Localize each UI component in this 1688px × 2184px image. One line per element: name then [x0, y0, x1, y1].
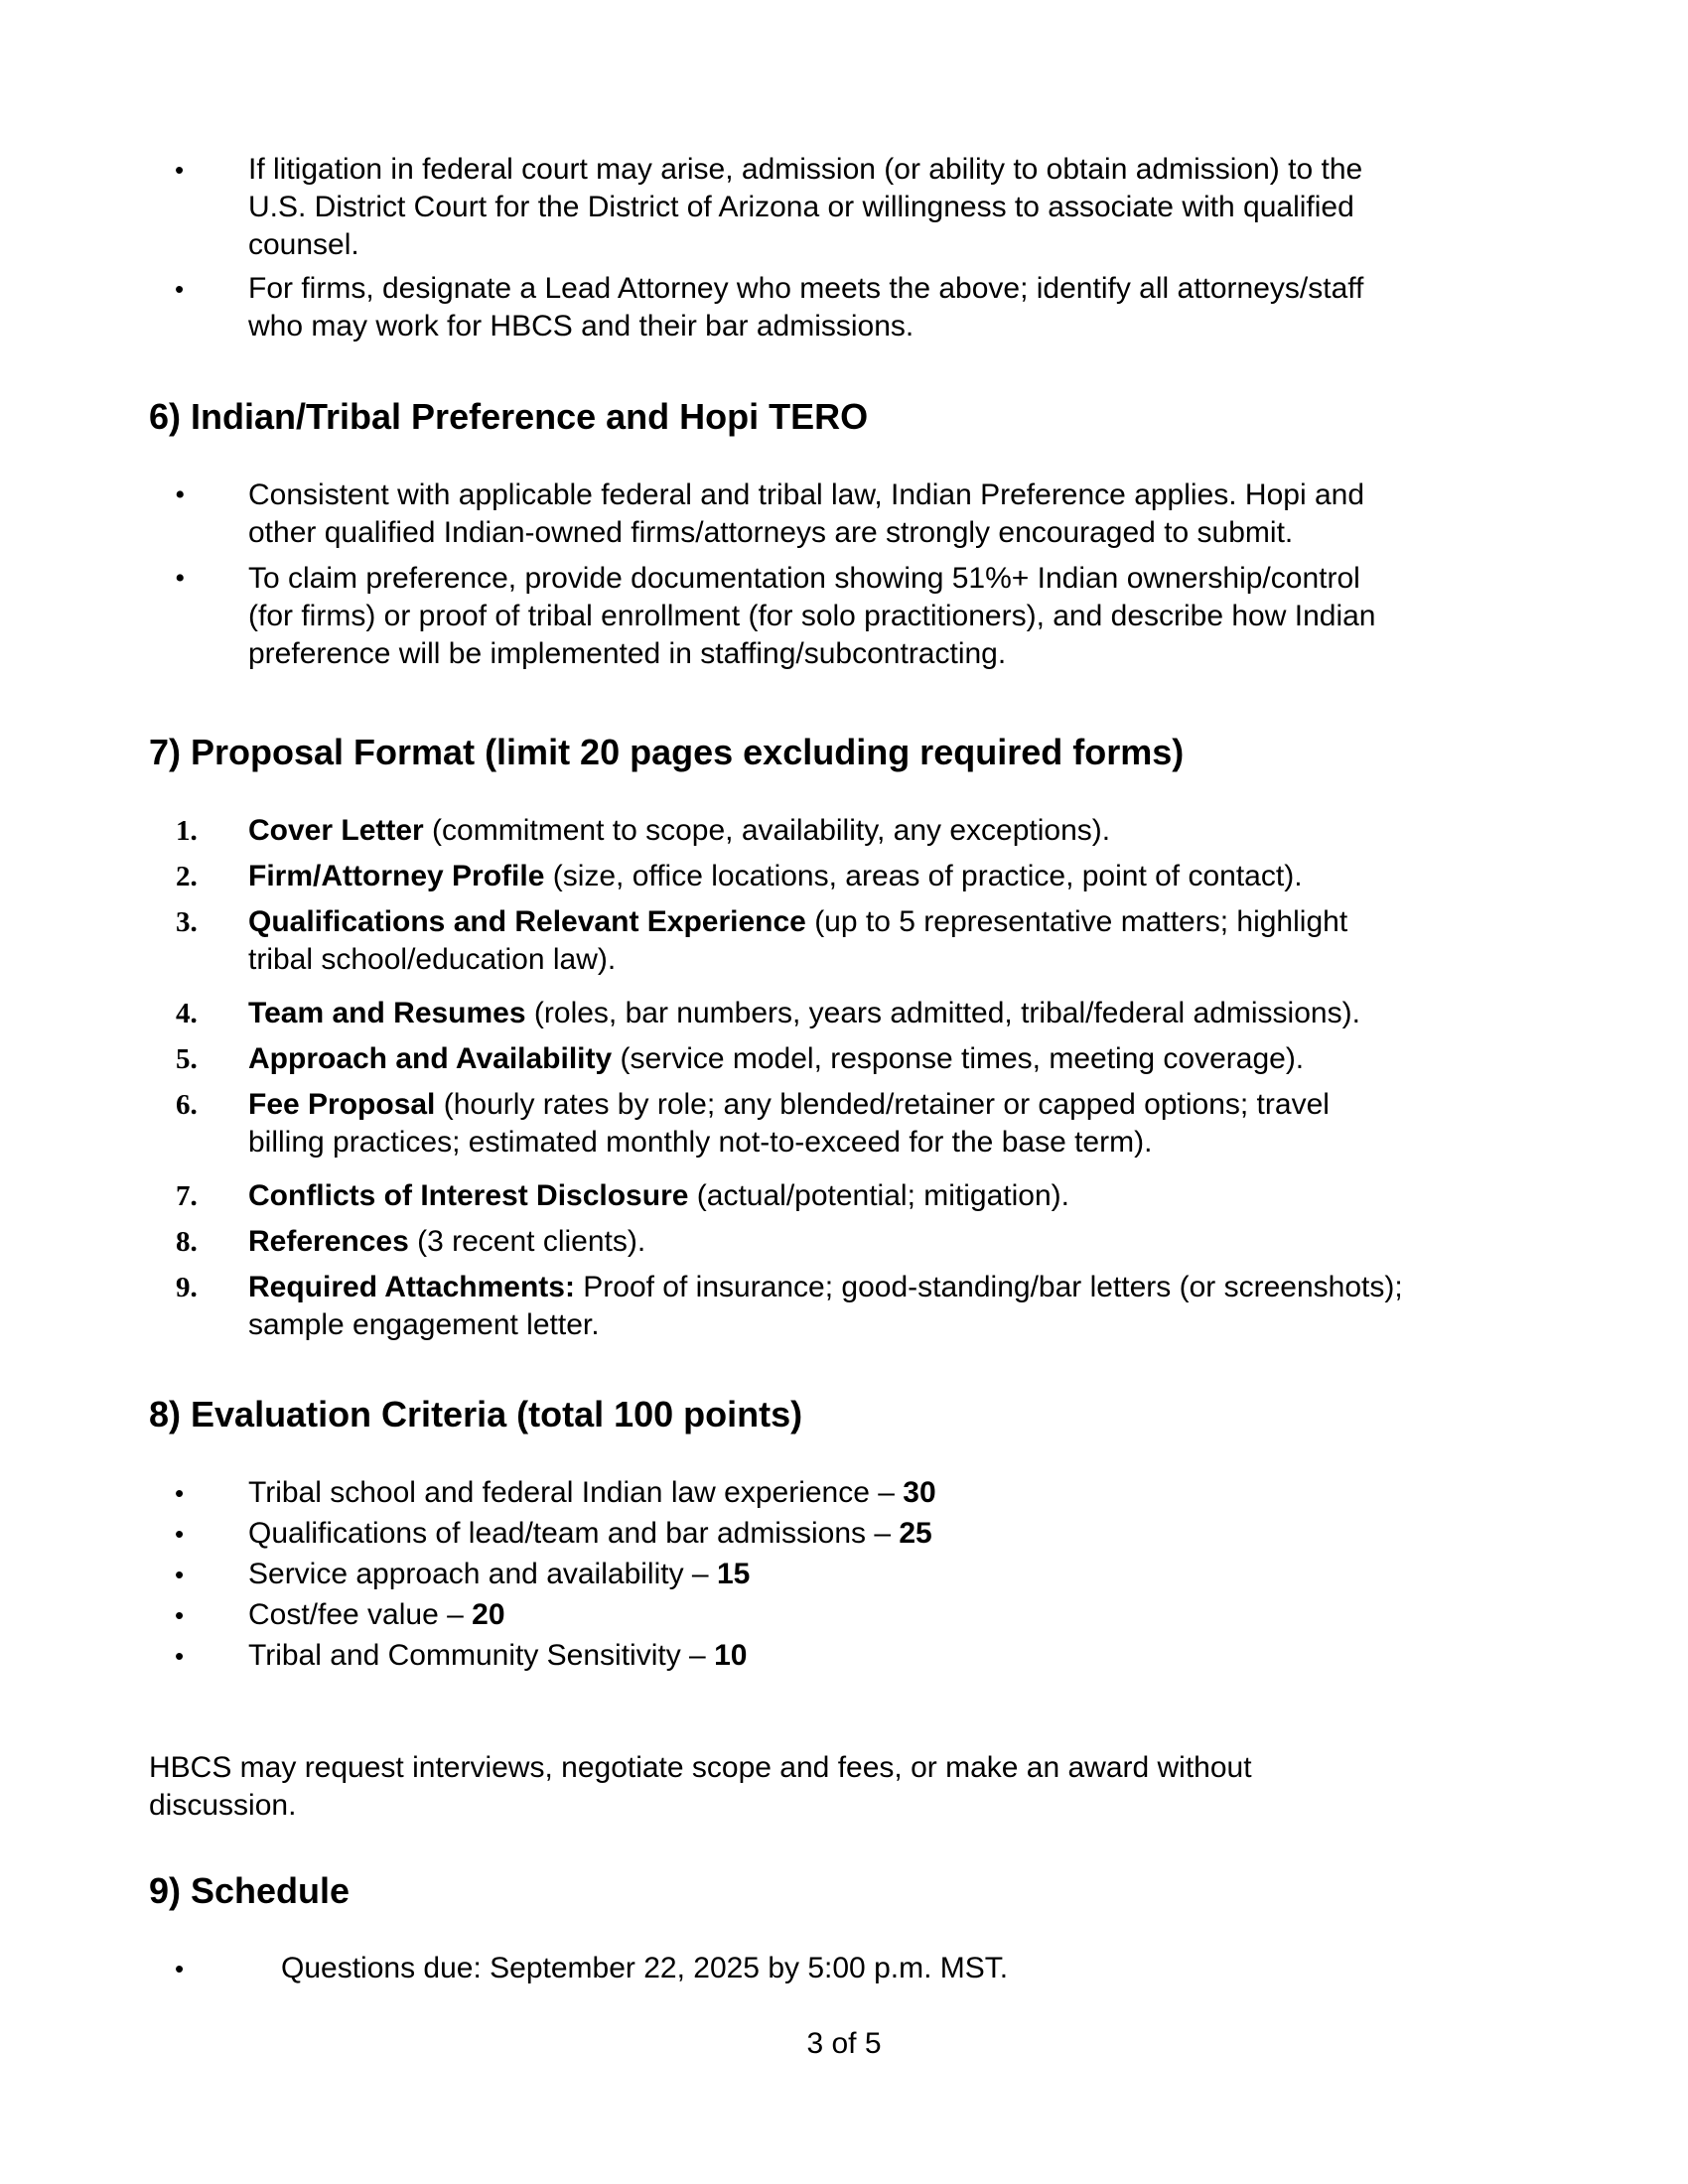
bullet-icon: • [175, 155, 185, 185]
evaluation-note: HBCS may request interviews, negotiate scope and fees, or make an award without discussion. [149, 1751, 1252, 1822]
item-description: (roles, bar numbers, years admitted, tribal/federal admissions). [525, 997, 1360, 1029]
item-number: 5. [176, 1043, 198, 1075]
item-title: Cover Letter [248, 814, 424, 847]
bullet-icon: • [175, 1641, 185, 1671]
item-number: 1. [176, 815, 198, 847]
criterion-points: 20 [472, 1598, 505, 1631]
criterion-label: Tribal school and federal Indian law experience – [248, 1476, 904, 1509]
item-title: Firm/Attorney Profile [248, 860, 545, 892]
item-title: Approach and Availability [248, 1042, 613, 1075]
item-title: Required Attachments: [248, 1271, 575, 1303]
item-description: (up to 5 representative matters; highlight [805, 905, 1348, 938]
list-item-text: To claim preference, provide documentation showing 51%+ Indian ownership/control (for firms) or proof of tribal enrollment (for solo practitioners), and describe how Indian preference will be implemented in staffing/subcontracting. [248, 562, 1376, 670]
list-item-text: Consistent with applicable federal and tribal law, Indian Preference applies. Hopi and other qualified Indian-owned firms/attorneys are strongly encouraged to submit. [248, 478, 1365, 549]
bullet-icon: • [175, 274, 185, 304]
item-title: Fee Proposal [248, 1088, 436, 1121]
list-item-text: For firms, designate a Lead Attorney who meets the above; identify all attorneys/staff who may work for HBCS and their bar admissions. [248, 272, 1364, 342]
item-description: (commitment to scope, availability, any exceptions). [423, 814, 1111, 847]
section-8-heading: 8) Evaluation Criteria (total 100 points) [149, 1394, 803, 1434]
criterion-label: Cost/fee value – [248, 1598, 473, 1631]
criterion-points: 25 [899, 1517, 932, 1550]
item-title: References [248, 1225, 409, 1258]
item-title: Team and Resumes [248, 997, 526, 1029]
item-description-cont: billing practices; estimated monthly not-to-exceed for the base term). [248, 1126, 1153, 1159]
criterion-points: 15 [716, 1558, 751, 1590]
item-description: (3 recent clients). [408, 1225, 646, 1258]
bullet-icon: • [175, 478, 186, 511]
item-number: 2. [176, 861, 198, 892]
item-number: 6. [176, 1089, 198, 1121]
item-number: 7. [176, 1180, 198, 1212]
bullet-icon: • [175, 1519, 185, 1549]
item-number: 8. [176, 1226, 198, 1258]
item-number: 3. [176, 906, 198, 938]
criterion-points: 10 [714, 1639, 748, 1672]
criterion-label: Tribal and Community Sensitivity – [248, 1639, 715, 1672]
page-number: 3 of 5 [806, 2027, 882, 2060]
item-description-cont: tribal school/education law). [248, 943, 617, 976]
item-number: 4. [176, 998, 198, 1029]
item-description-cont: sample engagement letter. [248, 1308, 600, 1341]
bullet-icon: • [175, 1600, 185, 1630]
item-description: Proof of insurance; good-standing/bar letters (or screenshots); [574, 1271, 1403, 1303]
criterion-points: 30 [903, 1476, 936, 1509]
bullet-icon: • [175, 562, 186, 595]
section-6-heading: 6) Indian/Tribal Preference and Hopi TERO [149, 396, 869, 437]
bullet-icon: • [175, 1478, 185, 1508]
bullet-icon: • [175, 1954, 185, 1983]
section-7-heading: 7) Proposal Format (limit 20 pages excluding required forms) [149, 732, 1185, 772]
list-item-text: If litigation in federal court may arise, admission (or ability to obtain admission) to the U.S. District Court for the District of Arizona or willingness to associate with qualified counsel. [248, 153, 1363, 261]
criterion-label: Service approach and availability – [248, 1558, 717, 1590]
schedule-item-text: Questions due: September 22, 2025 by 5:00 p.m. MST. [281, 1952, 1009, 1984]
section-9-heading: 9) Schedule [149, 1870, 351, 1911]
item-description: (hourly rates by role; any blended/retainer or capped options; travel [435, 1088, 1330, 1121]
bullet-icon: • [175, 1560, 185, 1589]
item-title: Conflicts of Interest Disclosure [248, 1179, 689, 1212]
item-number: 9. [176, 1272, 198, 1303]
item-description: (service model, response times, meeting coverage). [612, 1042, 1305, 1075]
criterion-label: Qualifications of lead/team and bar admissions – [248, 1517, 900, 1550]
item-title: Qualifications and Relevant Experience [248, 905, 806, 938]
item-description: (actual/potential; mitigation). [688, 1179, 1069, 1212]
item-description: (size, office locations, areas of practice, point of contact). [544, 860, 1303, 892]
